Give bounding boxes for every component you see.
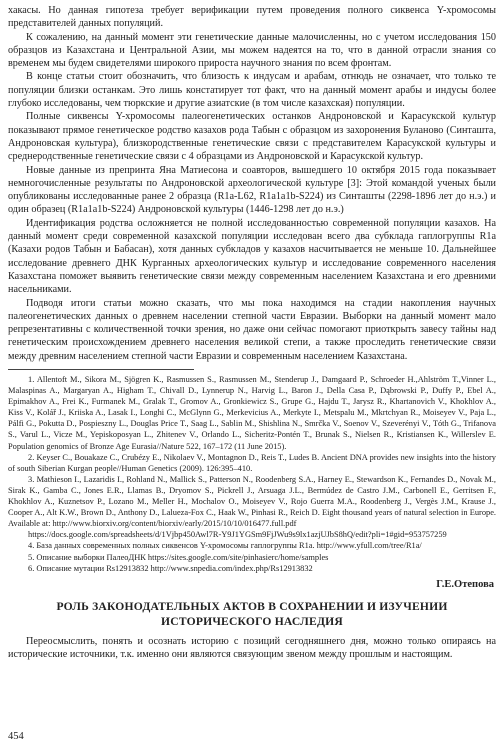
page-number: 454 — [8, 731, 24, 742]
article-body — [8, 4, 496, 363]
reference-item: 1. Allentoft M., Sikora M., Sjögren K., Rasmussen S., Rasmussen M., Stenderup J., Damgaard P., Schroeder H.,Ahlström T.,Vinner L., Malaspinas A., Margaryan A., Higham T., Chivall D., Lynnerup N., Harvig L., Baron J., Della Casa P., Dąbrowski P., Duffy P., Ebel A., Epimakhov A., Frei K., Furmanek M., Gralak T., Gromov A., Gronkiewicz S., Grupe G., Hajdu T., Jarysz R., Khartanovich V., Khokhlov A., Kiss V., Kolář J., Kriiska A., Lasak I., Longhi C., McGlynn G., Merkevicius A., Merkyte I., Metspalu M., Mkrtchyan R., Moiseyev V., Paja L., Pálfi G., Pokutta D., Pospieszny L., Douglas Price T., Saag L., Sablin M., Shishlina N., Smrčka V., Soenov V., Szeverényi V., Tóth G., Trifanova S., Varul L., Vicze M., Yepiskoposyan L., Zhitenev V., Orlando L., Sicheritz-Pontén T., Brunak S., Nielsen R., Kristiansen K., Willerslev E. Population genomics of Bronze Age Eurasia//Nature 522, 167–172 (11 June 2015). — [8, 375, 496, 451]
paragraph: Полные сиквенсы Y-хромосомы палеогенетических останков Андроновской и Карасукской культур показывают прямое генетическое родство казахов рода Табын с образцом из захоронения Буланово (Синташта, Андроновская культура), близкородственные генетические связи с представителем Карасукской культуры и среднеродственные генетические связи с 4 образцами из Андроновской и Карасукской культур. — [8, 111, 496, 163]
article-title — [8, 599, 496, 629]
footnote-divider — [8, 369, 194, 370]
paragraph: хакасы. Но данная гипотеза требует верификации путем проведения полного сиквенса Y-хромосомы представителей данных популяций. — [8, 5, 496, 30]
paragraph: Идентификация родства осложняется не полной исследованностью современной популяции казахов. На данный момент среди современной казахской популяции исследован всего два субклада гаплогруппы R1a (Казахи родов Табын и Бабасан), хотя данных субкладов у казахов насчитывается не меньше 10. Дальнейшее исследование древнего ДНК Курганных археологических культур и исследование современного населения Казахстана поможет выявить генетические связи между современным населением Казахстана и его древними насельниками. — [8, 217, 496, 296]
reference-item: 4. База данных современных полных сиквенсов Y-хромосомы гаплогруппы R1a. http://www.yfull.com/tree/R1a/ — [28, 541, 422, 551]
article-title-line: ИСТОРИЧЕСКОГО НАСЛЕДИЯ — [161, 614, 343, 628]
paragraph: В конце статьи стоит обозначить, что близость к индусам и арабам, отнюдь не означает, что только те популяции близки останкам. Это лишь констатирует тот факт, что на данный момент арабы и индусы более глубоко исследованы, чем тюркские и другие азиатские (в том числе казахская) популяции. — [8, 71, 496, 110]
article-title-line: РОЛЬ ЗАКОНОДАТЕЛЬНЫХ АКТОВ В СОХРАНЕНИИ И ИЗУЧЕНИИ — [56, 599, 448, 613]
reference-item: 2. Keyser C., Bouakaze C., Crubézy E., Nikolaev V., Montagnon D., Reis T., Ludes B. Ancient DNA provides new insights into the history of south Siberian Kurgan people//Human Genetics (2009). 126:395–410. — [8, 452, 496, 473]
reference-item: 6. Описание мутации Rs12913832 http://www.snpedia.com/index.php/Rs12913832 — [28, 563, 313, 573]
paragraph: Новые данные из препринта Яна Матиесона и соавторов, вышедшего 10 октября 2015 года показывает немногочисленные результаты по Андроновской археологической культуре [3]: Этой командой ученых были опубликованы исследованные ранее 2 образца (R1a-L62, R1a1a1b-S224) из Синташты (2298-1896 лет до н.э.) и один образец (R1a1a1b-S224) Андроновской культуры (1446-1298 лет до н.э.) — [8, 164, 496, 216]
reference-item: 5. Описание выборки ПалеоДНК https://sites.google.com/site/pinhasierc/home/samples — [28, 552, 329, 562]
author-name: Г.Е.Отепова — [436, 578, 494, 590]
reference-link[interactable]: https://docs.google.com/spreadsheets/d/1Vjbp450Awl7R-Y9J1YGSm9FjJWu9s9lx1azjUJbS8hQ/edit?pli=1#gid=953757259 — [28, 530, 447, 540]
reference-list — [8, 374, 496, 574]
paragraph: Подводя итоги статьи можно сказать, что мы пока находимся на стадии накопления научных палеогенетических данных о древнем населении степной части Евразии. Выборки на данный момент мало репрезентативны с количественной точки зрения, но даже они сейчас помогают приоткрыть завесу тайны над генетическим происхождением древнего населения великой степи, а также проследить генетические связи между древним населением степной части Евразии и современным населением Казахстана. — [8, 297, 496, 362]
paragraph: К сожалению, на данный момент эти генетические данные малочисленны, но с учетом исследования 150 образцов из Казахстана и Центральной Азии, мы можем надеятся на то, что в данной отрасли знания со временем мы будем свидетелями широкого прироста научного знания по всем фронтам. — [8, 31, 496, 70]
article-intro: Переосмыслить, понять и осознать историю с позиций сегодняшнего дня, можно только опираясь на исторические источники, т.к. именно они являются связующим звеном между прошлым и настоящим. — [8, 635, 496, 660]
reference-item: 3. Mathieson I., Lazaridis I., Rohland N., Mallick S., Patterson N., Roodenberg S.A., Harney E., Stewardson K., Fernandes D., Novak M., Sirak K., Gamba C., Jones E.R., Llamas B., Dryomov S., Pickrell J., Arsuaga J.L., Bermúdez de Castro J.M., Carbonell E., Gerritsen F., Khokhlov A., Kuznetsov P., Lozano M., Meller H., Mochalov O., Moiseyev V., Rojo Guerra M.A., Roodenberg J., Vergès J.M., Krause J., Cooper A., Alt K.W., Brown D., Anthony D., Lalueza-Fox C., Haak W., Pinhasi R., Reich D. Eight thousand years of natural selection in Europe. Available at: http://www.biorxiv.org/content/biorxiv/early/2015/10/10/016477.full.pdf — [8, 474, 496, 529]
